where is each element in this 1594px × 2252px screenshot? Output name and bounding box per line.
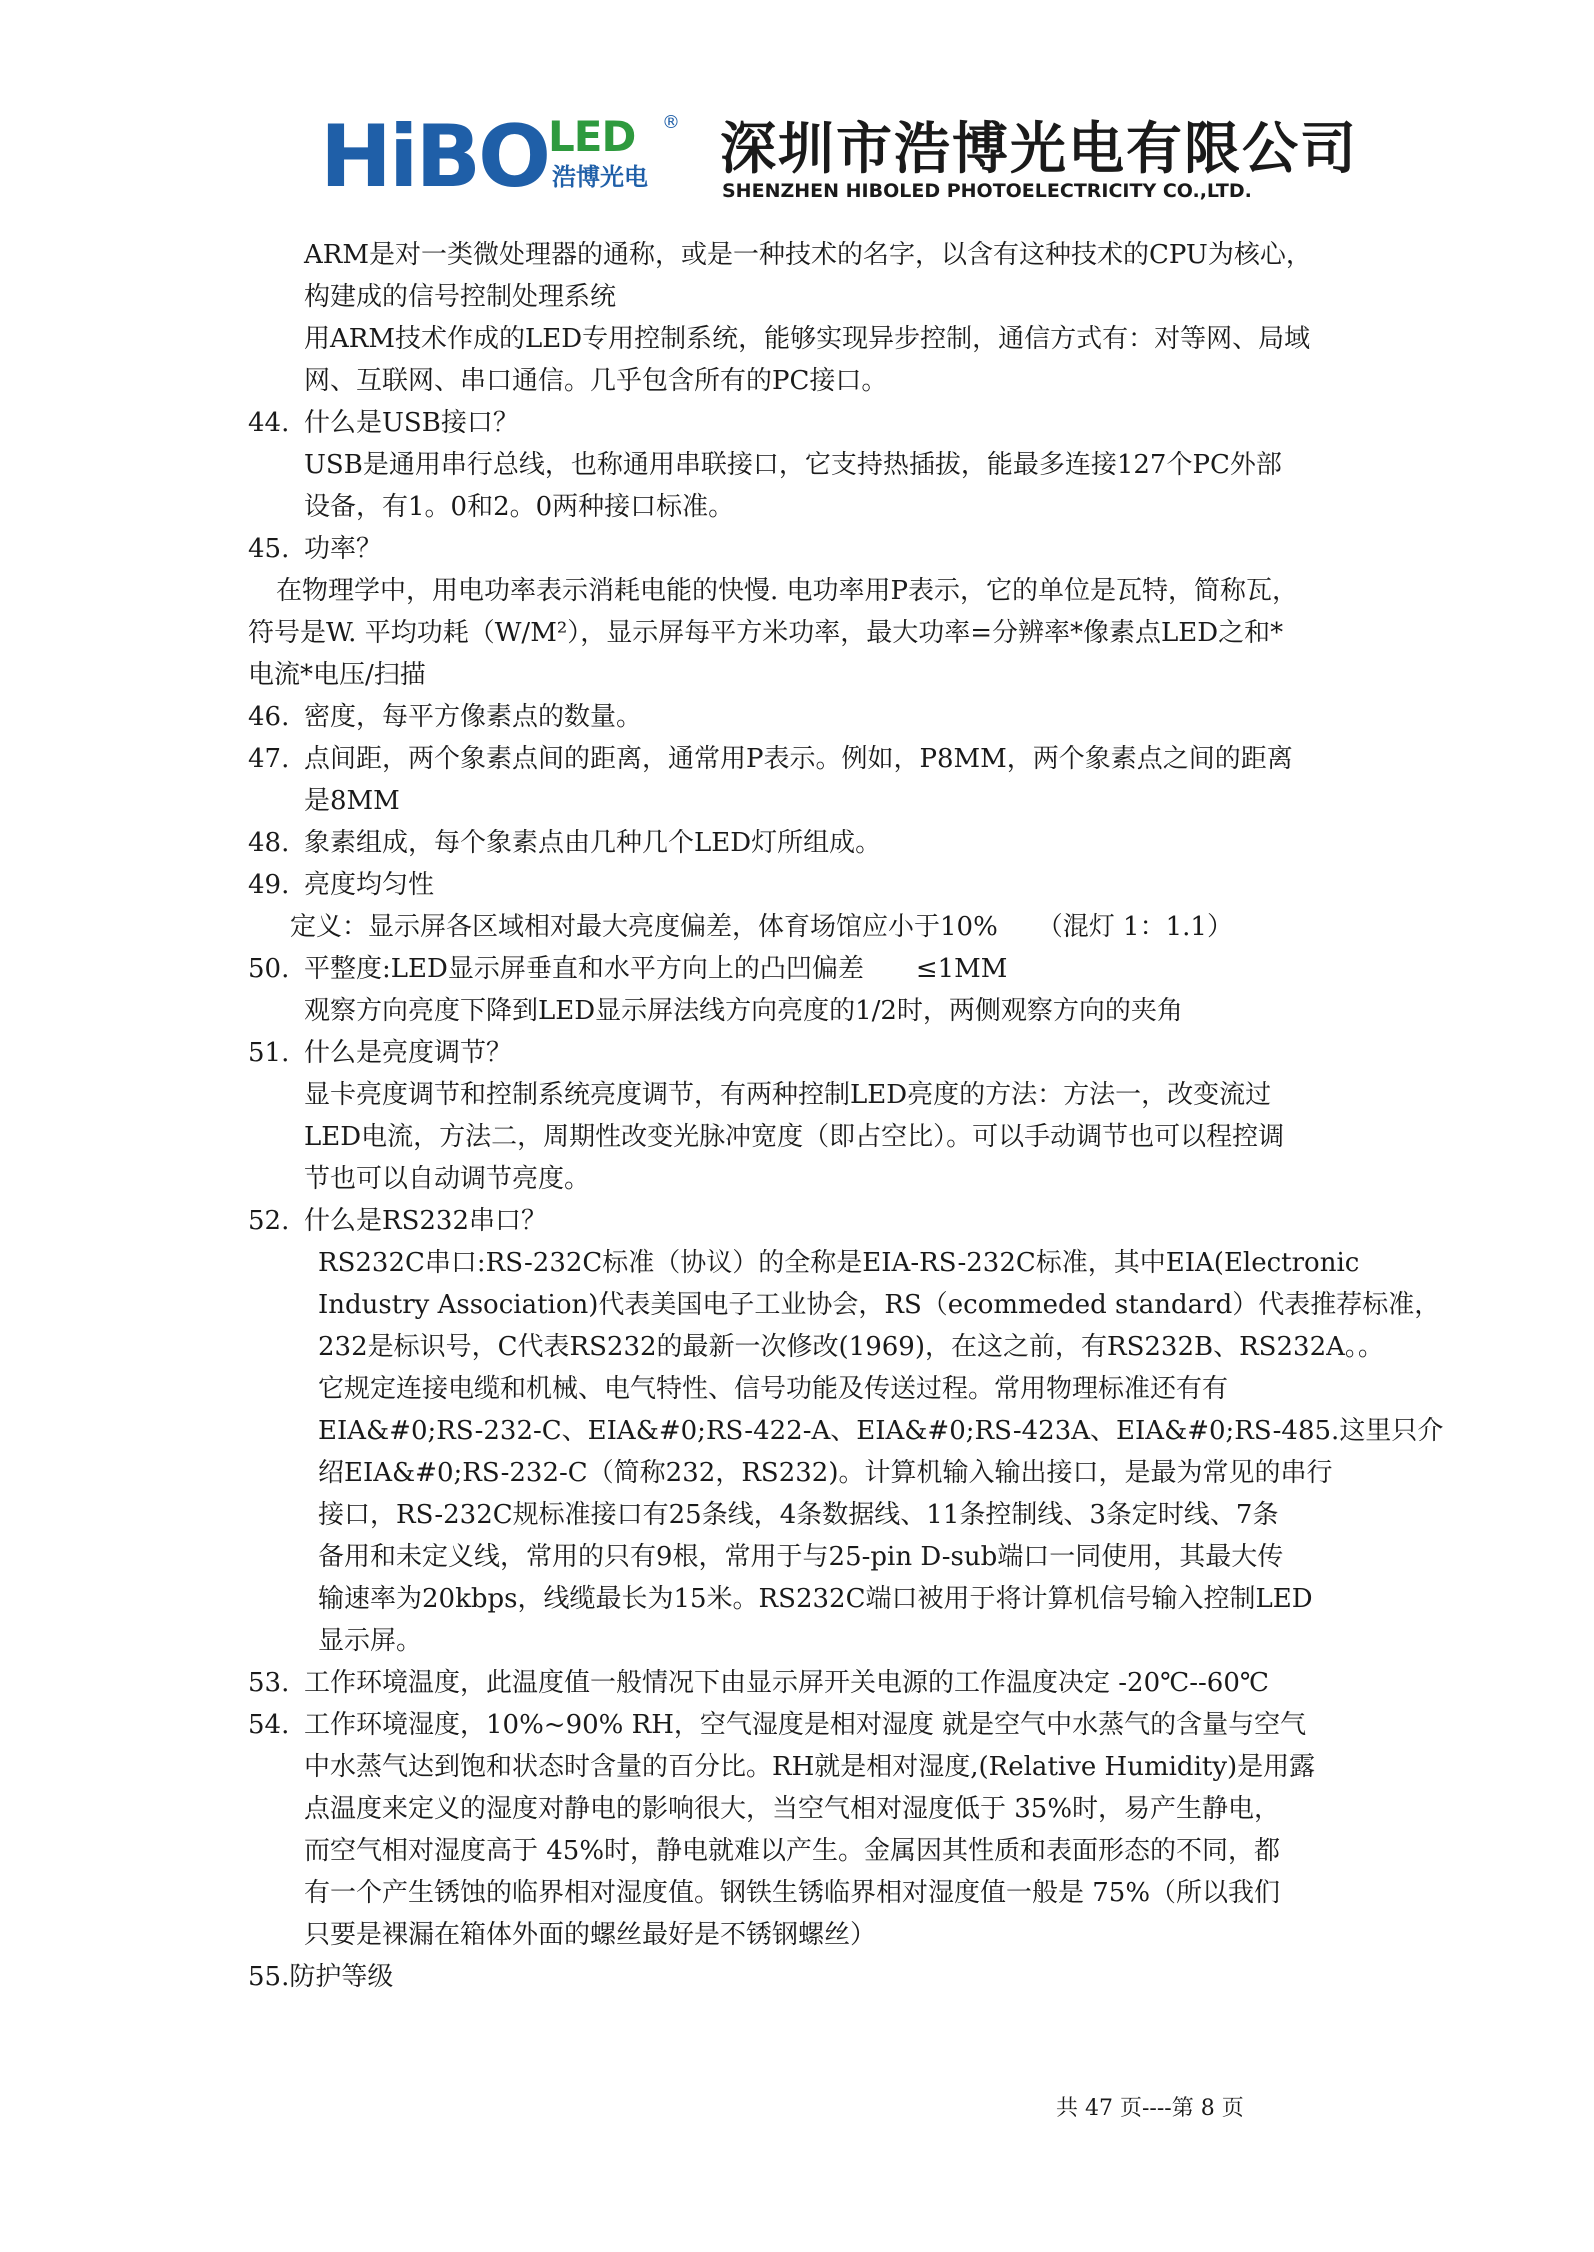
text-line <box>248 654 1368 696</box>
text-line <box>248 1326 1384 1368</box>
line-text: 55.防护等级 <box>248 1962 394 1992</box>
line-text: 232是标识号，C代表RS232的最新一次修改(1969)，在这之前，有RS232B、RS232A。。 <box>318 1332 1384 1362</box>
line-text: 符号是W. 平均功耗（W/M²），显示屏每平方米功率，最大功率=分辨率*像素点LED之和* <box>248 618 1284 648</box>
text-line <box>248 1284 1441 1326</box>
company-name-chinese: 深圳市浩博光电有限公司 <box>720 117 1358 182</box>
item-number: 46. <box>248 702 290 732</box>
text-line <box>248 906 1368 948</box>
text-line <box>248 234 1368 276</box>
page-number: 共 47 页----第 8 页 <box>1056 2096 1244 2121</box>
text-line <box>248 822 1368 864</box>
text-line <box>248 1032 1368 1074</box>
item-number: 44. <box>248 408 290 438</box>
logo-led-text: LED <box>548 112 636 161</box>
line-text: 显示屏。 <box>318 1626 423 1656</box>
line-text: 点间距，两个象素点间的距离，通常用P表示。例如，P8MM，两个象素点之间的距离 <box>304 744 1293 774</box>
page-header <box>320 107 1358 208</box>
line-text: 备用和未定义线，常用的只有9根，常用于与25-pin D-sub端口一同使用，其最大传 <box>318 1542 1284 1572</box>
item-number: 50. <box>248 954 290 984</box>
line-text: 输速率为20kbps，线缆最长为15米。RS232C端口被用于将计算机信号输入控制LED <box>318 1584 1313 1614</box>
text-line <box>248 1368 1368 1410</box>
line-text: 工作环境湿度，10%~90% RH，空气湿度是相对湿度 就是空气中水蒸气的含量与空气 <box>304 1710 1307 1740</box>
item-number: 53. <box>248 1668 290 1698</box>
line-text: 它规定连接电缆和机械、电气特性、信号功能及传送过程。常用物理标准还有有 <box>318 1374 1229 1404</box>
line-text: 绍EIA&#0;RS-232-C（简称232，RS232)。计算机输入输出接口，是最为常见的串行 <box>318 1458 1333 1488</box>
text-line <box>248 1956 1368 1998</box>
text-line <box>248 528 1368 570</box>
line-text: 只要是裸漏在箱体外面的螺丝最好是不锈钢螺丝） <box>304 1920 877 1950</box>
line-text: 而空气相对湿度高于 45%时，静电就难以产生。金属因其性质和表面形态的不同，都 <box>304 1836 1281 1866</box>
text-line <box>248 780 1368 822</box>
text-line <box>248 402 1368 444</box>
item-number: 49. <box>248 870 290 900</box>
line-text: 用ARM技术作成的LED专用控制系统，能够实现异步控制，通信方式有：对等网、局域 <box>304 324 1311 354</box>
logo-hibo-text: HiBO <box>320 107 549 207</box>
text-line <box>248 318 1368 360</box>
registered-mark: ® <box>662 112 680 133</box>
line-text: Industry Association)代表美国电子工业协会，RS（ecommeded standard）代表推荐标准， <box>318 1290 1441 1320</box>
text-line <box>248 990 1368 1032</box>
text-line <box>248 486 1368 528</box>
text-line <box>248 1704 1368 1746</box>
text-line <box>248 1620 1368 1662</box>
text-line <box>248 864 1368 906</box>
line-text: 在物理学中，用电功率表示消耗电能的快慢. 电功率用P表示，它的单位是瓦特，简称瓦， <box>276 576 1299 606</box>
line-text: RS232C串口:RS-232C标准（协议）的全称是EIA-RS-232C标准，其中EIA(Electronic <box>318 1248 1360 1278</box>
text-line <box>248 1242 1368 1284</box>
text-line <box>248 1662 1368 1704</box>
line-text: 接口，RS-232C规标准接口有25条线，4条数据线、11条控制线、3条定时线、7条 <box>318 1500 1279 1530</box>
item-number: 47. <box>248 744 290 774</box>
line-text: 什么是亮度调节？ <box>304 1038 513 1068</box>
text-line <box>248 1536 1368 1578</box>
text-line <box>248 1410 1444 1452</box>
text-line <box>248 570 1368 612</box>
hibo-logo <box>320 108 700 208</box>
line-text: 象素组成，每个象素点由几种几个LED灯所组成。 <box>304 828 882 858</box>
line-text: ARM是对一类微处理器的通称，或是一种技术的名字，以含有这种技术的CPU为核心， <box>304 240 1312 270</box>
line-text: 设备，有1。0和2。0两种接口标准。 <box>304 492 735 522</box>
line-text: EIA&#0;RS-232-C、EIA&#0;RS-422-A、EIA&#0;RS-423A、EIA&#0;RS-485.这里只介 <box>318 1416 1444 1446</box>
line-text: 定义：显示屏各区域相对最大亮度偏差，体育场馆应小于10% （混灯 1：1.1） <box>290 912 1233 942</box>
text-line <box>248 444 1368 486</box>
text-line <box>248 1788 1368 1830</box>
text-line <box>248 1116 1368 1158</box>
line-text: 电流*电压/扫描 <box>248 660 426 690</box>
text-line <box>248 612 1368 654</box>
text-line <box>248 1578 1368 1620</box>
text-line <box>248 738 1368 780</box>
line-text: 构建成的信号控制处理系统 <box>304 282 617 312</box>
text-line <box>248 360 1368 402</box>
line-text: 平整度:LED显示屏垂直和水平方向上的凸凹偏差 ≤1MM <box>304 954 1008 984</box>
text-line <box>248 1200 1368 1242</box>
text-line <box>248 1914 1368 1956</box>
text-line <box>248 948 1368 990</box>
text-line <box>248 276 1368 318</box>
line-text: LED电流，方法二，周期性改变光脉冲宽度（即占空比）。可以手动调节也可以程控调 <box>304 1122 1285 1152</box>
line-text: USB是通用串行总线，也称通用串联接口，它支持热插拔，能最多连接127个PC外部 <box>304 450 1282 480</box>
text-line <box>248 1746 1368 1788</box>
line-text: 观察方向亮度下降到LED显示屏法线方向亮度的1/2时，两侧观察方向的夹角 <box>304 996 1183 1026</box>
line-text: 点温度来定义的湿度对静电的影响很大，当空气相对湿度低于 35%时，易产生静电， <box>304 1794 1281 1824</box>
item-number: 48. <box>248 828 290 858</box>
line-text: 密度，每平方像素点的数量。 <box>304 702 643 732</box>
item-number: 54. <box>248 1710 290 1740</box>
document-body <box>248 234 1444 1998</box>
item-number: 51. <box>248 1038 290 1068</box>
line-text: 网、互联网、串口通信。几乎包含所有的PC接口。 <box>304 366 888 396</box>
text-line <box>248 1452 1368 1494</box>
text-line <box>248 696 1368 738</box>
text-line <box>248 1872 1368 1914</box>
line-text: 节也可以自动调节亮度。 <box>304 1164 591 1194</box>
line-text: 是8MM <box>304 786 400 816</box>
item-number: 52. <box>248 1206 290 1236</box>
line-text: 什么是USB接口？ <box>304 408 519 438</box>
line-text: 中水蒸气达到饱和状态时含量的百分比。RH就是相对湿度,(Relative Humidity)是用露 <box>304 1752 1316 1782</box>
line-text: 有一个产生锈蚀的临界相对湿度值。钢铁生锈临界相对湿度值一般是 75%（所以我们 <box>304 1878 1281 1908</box>
text-line <box>248 1830 1368 1872</box>
text-line <box>248 1074 1368 1116</box>
item-number: 45. <box>248 534 290 564</box>
text-line <box>248 1494 1368 1536</box>
line-text: 工作环境温度，此温度值一般情况下由显示屏开关电源的工作温度决定 -20℃--60℃ <box>304 1668 1269 1698</box>
line-text: 什么是RS232串口？ <box>304 1206 548 1236</box>
text-line <box>248 1158 1368 1200</box>
line-text: 显卡亮度调节和控制系统亮度调节，有两种控制LED亮度的方法：方法一，改变流过 <box>304 1080 1272 1110</box>
line-text: 亮度均匀性 <box>304 870 435 900</box>
logo-chinese-text: 浩博光电 <box>552 163 648 191</box>
line-text: 功率？ <box>304 534 383 564</box>
company-name-english: SHENZHEN HIBOLED PHOTOELECTRICITY CO.,LTD. <box>722 180 1252 202</box>
